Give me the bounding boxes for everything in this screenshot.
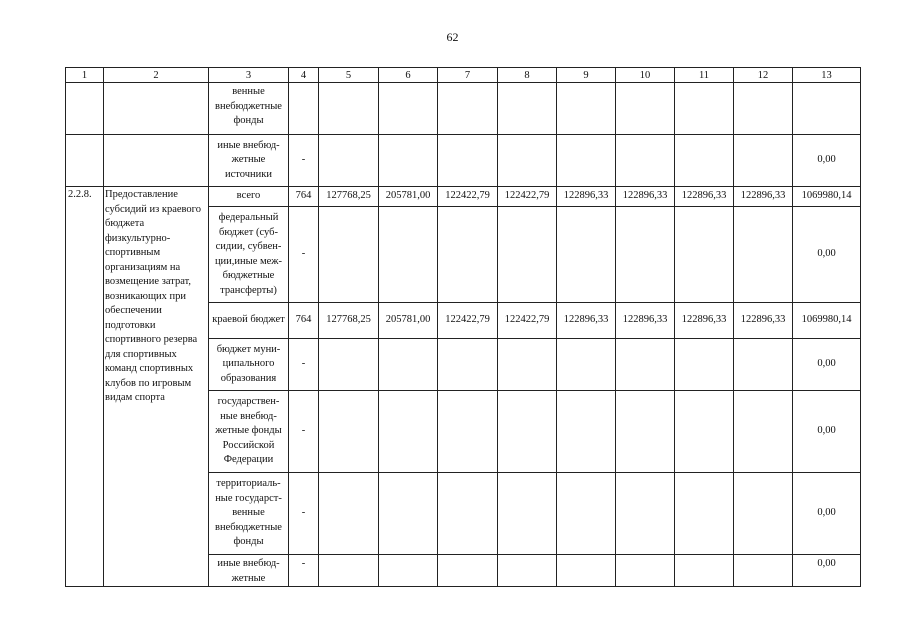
value-cell	[498, 391, 557, 473]
value-cell	[734, 339, 793, 391]
total-cell: 0,00	[793, 339, 861, 391]
value-cell	[438, 207, 498, 303]
value-cell	[498, 207, 557, 303]
value-cell	[438, 339, 498, 391]
value-cell	[498, 135, 557, 187]
value-cell: 122422,79	[438, 187, 498, 207]
header-cell: 10	[616, 68, 675, 83]
total-cell: 1069980,14	[793, 303, 861, 339]
total-cell: 1069980,14	[793, 187, 861, 207]
header-cell: 7	[438, 68, 498, 83]
value-cell	[438, 473, 498, 555]
value-cell	[734, 135, 793, 187]
source-cell: иные внебюд-жетные	[209, 555, 289, 587]
header-cell: 13	[793, 68, 861, 83]
value-cell	[675, 391, 734, 473]
value-cell	[675, 83, 734, 135]
source-cell: федеральный бюджет (суб-сидии, субвен-ции,иные меж-бюджетные трансферты)	[209, 207, 289, 303]
value-cell	[675, 339, 734, 391]
source-cell: краевой бюджет	[209, 303, 289, 339]
code-cell: -	[289, 473, 319, 555]
value-cell	[438, 391, 498, 473]
value-cell: 122896,33	[616, 187, 675, 207]
value-cell	[319, 555, 379, 587]
value-cell	[616, 83, 675, 135]
code-cell: -	[289, 207, 319, 303]
empty-cell	[104, 83, 209, 135]
value-cell	[557, 83, 616, 135]
total-cell	[793, 83, 861, 135]
value-cell: 122896,33	[675, 303, 734, 339]
value-cell	[379, 473, 438, 555]
value-cell	[734, 83, 793, 135]
total-cell: 0,00	[793, 473, 861, 555]
value-cell	[498, 83, 557, 135]
value-cell	[319, 339, 379, 391]
item-number: 2.2.8.	[66, 187, 104, 587]
code-cell: 764	[289, 303, 319, 339]
value-cell	[319, 207, 379, 303]
value-cell	[557, 391, 616, 473]
code-cell	[289, 83, 319, 135]
header-cell: 5	[319, 68, 379, 83]
header-cell: 9	[557, 68, 616, 83]
header-cell: 1	[66, 68, 104, 83]
value-cell: 205781,00	[379, 187, 438, 207]
value-cell: 122896,33	[734, 187, 793, 207]
source-cell: венные внебюджетные фонды	[209, 83, 289, 135]
value-cell	[379, 555, 438, 587]
value-cell: 127768,25	[319, 187, 379, 207]
value-cell	[379, 83, 438, 135]
header-cell: 12	[734, 68, 793, 83]
value-cell	[557, 473, 616, 555]
code-cell: -	[289, 391, 319, 473]
value-cell: 122422,79	[498, 187, 557, 207]
page-number: 62	[446, 30, 459, 44]
source-cell: бюджет муни-ципального образования	[209, 339, 289, 391]
source-cell: государствен-ные внебюд-жетные фонды Российской Федерации	[209, 391, 289, 473]
value-cell	[557, 207, 616, 303]
value-cell	[379, 135, 438, 187]
value-cell: 122896,33	[616, 303, 675, 339]
header-row	[66, 68, 861, 83]
value-cell: 122896,33	[675, 187, 734, 207]
value-cell	[379, 207, 438, 303]
value-cell	[734, 207, 793, 303]
value-cell: 122896,33	[557, 303, 616, 339]
code-cell: -	[289, 555, 319, 587]
budget-table	[65, 67, 861, 587]
value-cell	[557, 555, 616, 587]
header-cell: 8	[498, 68, 557, 83]
value-cell	[498, 339, 557, 391]
value-cell: 122896,33	[734, 303, 793, 339]
total-cell: 0,00	[793, 135, 861, 187]
value-cell	[616, 135, 675, 187]
value-cell	[675, 473, 734, 555]
value-cell	[616, 339, 675, 391]
table-row	[66, 135, 861, 187]
empty-cell	[66, 135, 104, 187]
table-row	[66, 187, 861, 207]
value-cell	[616, 207, 675, 303]
value-cell	[379, 391, 438, 473]
header-cell: 2	[104, 68, 209, 83]
value-cell	[734, 473, 793, 555]
value-cell	[616, 391, 675, 473]
value-cell	[675, 207, 734, 303]
value-cell	[319, 135, 379, 187]
value-cell: 205781,00	[379, 303, 438, 339]
value-cell	[675, 135, 734, 187]
empty-cell	[104, 135, 209, 187]
value-cell	[319, 391, 379, 473]
value-cell	[319, 83, 379, 135]
value-cell	[675, 555, 734, 587]
value-cell	[438, 555, 498, 587]
empty-cell	[66, 83, 104, 135]
source-cell: иные внебюд-жетные источники	[209, 135, 289, 187]
value-cell	[734, 391, 793, 473]
value-cell	[438, 83, 498, 135]
header-cell: 4	[289, 68, 319, 83]
value-cell	[319, 473, 379, 555]
item-name: Предоставление субсидий из краевого бюджета физкультурно-спортивным организациям на возмещение затрат, возникающих при обеспечении подготовки спортивного резерва для спортивных команд спортивных клубов по игровым видам спорта	[104, 187, 209, 587]
value-cell	[616, 473, 675, 555]
value-cell	[438, 135, 498, 187]
value-cell	[498, 555, 557, 587]
source-cell: территориаль-ные государст-венные внебюджетные фонды	[209, 473, 289, 555]
value-cell	[498, 473, 557, 555]
total-cell: 0,00	[793, 207, 861, 303]
code-cell: -	[289, 339, 319, 391]
value-cell: 122422,79	[498, 303, 557, 339]
code-cell: 764	[289, 187, 319, 207]
value-cell: 122422,79	[438, 303, 498, 339]
total-cell: 0,00	[793, 391, 861, 473]
header-cell: 6	[379, 68, 438, 83]
value-cell: 122896,33	[557, 187, 616, 207]
total-cell: 0,00	[793, 555, 861, 587]
value-cell	[616, 555, 675, 587]
source-cell: всего	[209, 187, 289, 207]
value-cell	[734, 555, 793, 587]
header-cell: 3	[209, 68, 289, 83]
code-cell: -	[289, 135, 319, 187]
table-row	[66, 83, 861, 135]
value-cell	[379, 339, 438, 391]
value-cell: 127768,25	[319, 303, 379, 339]
value-cell	[557, 135, 616, 187]
header-cell: 11	[675, 68, 734, 83]
value-cell	[557, 339, 616, 391]
